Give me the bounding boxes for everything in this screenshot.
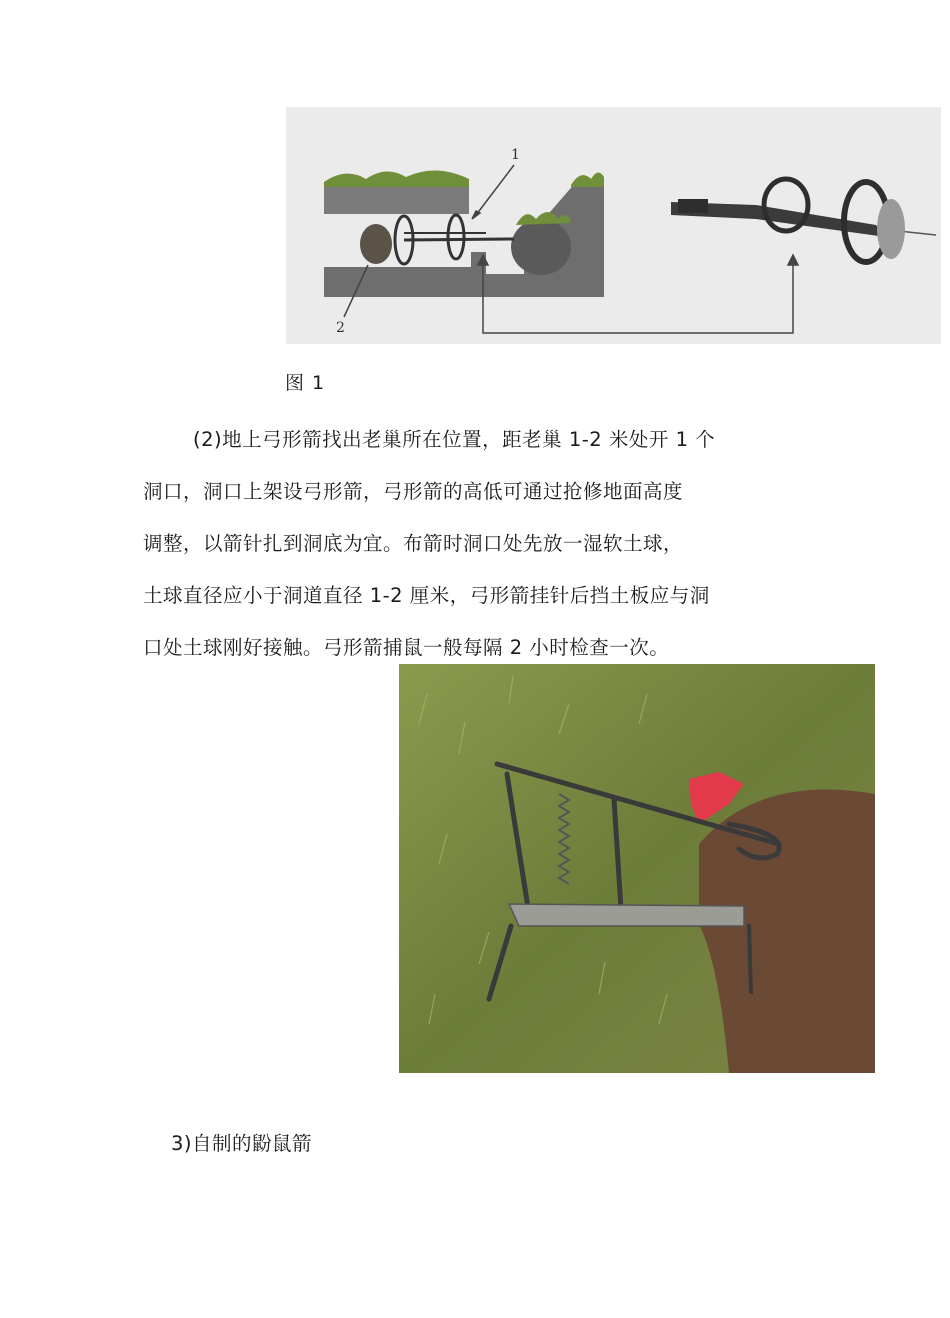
- figure-1-diagram: [286, 107, 941, 344]
- section-heading: 3)自制的鼢鼠箭: [171, 1132, 313, 1155]
- paragraph-line: 调整，以箭针扎到洞底为宜。布箭时洞口处先放一湿软土球，: [143, 532, 684, 555]
- paragraph-line: 口处土球刚好接触。弓形箭捕鼠一般每隔 2 小时检查一次。: [143, 636, 670, 659]
- trap-field-photo: [399, 664, 875, 1073]
- figure-caption: 图 1: [285, 372, 326, 394]
- body-paragraph: [143, 414, 823, 674]
- callout-2-label: 2: [336, 320, 345, 336]
- paragraph-line: 土球直径应小于洞道直径 1-2 厘米，弓形箭挂针后挡土板应与洞: [143, 584, 710, 607]
- soil-mound: [699, 790, 875, 1073]
- trap-base-plate: [509, 904, 744, 926]
- soil-ball: [360, 224, 392, 264]
- paragraph-line: (2)地上弓形箭找出老巢所在位置，距老巢 1-2 米处开 1 个: [193, 428, 716, 451]
- upper-soil-slab: [324, 170, 469, 214]
- callout-1-label: 1: [511, 147, 520, 163]
- paragraph-line: 洞口，洞口上架设弓形箭，弓形箭的高低可通过抢修地面高度: [143, 480, 684, 503]
